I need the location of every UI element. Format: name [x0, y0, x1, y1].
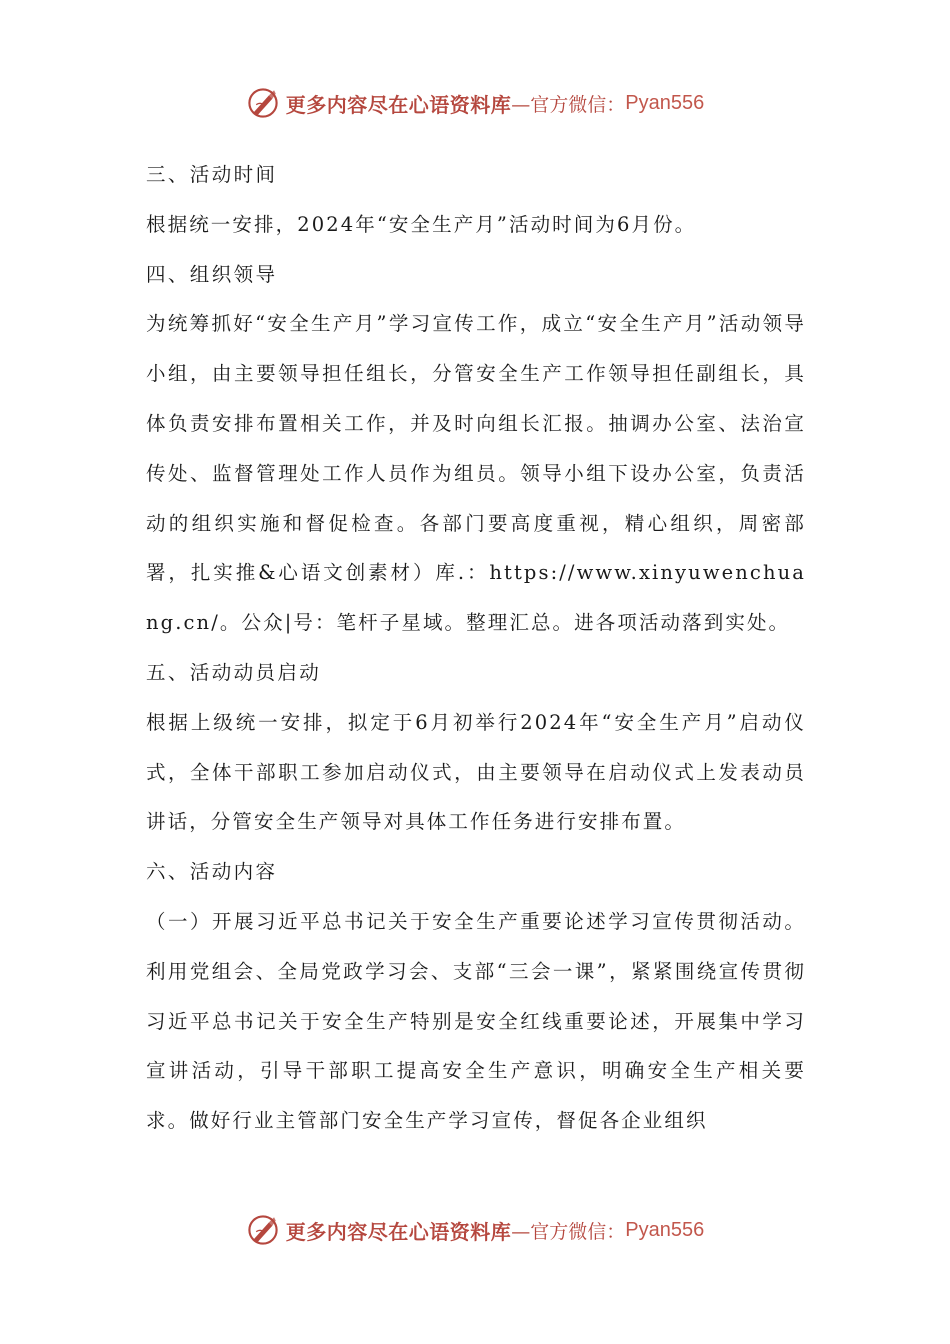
document-body [146, 150, 806, 1146]
section-heading-content: 六、活动内容 [146, 860, 278, 884]
paragraph-leadership: 为统筹抓好“安全生产月”学习宣传工作，成立“安全生产月”活动领导小组，由主要领导担任组长，分管安全生产工作领导担任副组长，具体负责安排布置相关工作，并及时向组长汇报。抽调办公室、法治宣传处、监督管理处工作人员作为组员。领导小组下设办公室，负责活动的组织实施和督促检查。各部门要高度重视，精心组织，周密部署，扎实推&心语文创素材）库.：https://www.xinyuwenchuang.cn/。公众|号：笔杆子星域。整理汇总。进各项活动落到实处。 [146, 312, 806, 635]
watermark-header [0, 83, 950, 123]
section-heading-leadership: 四、组织领导 [146, 262, 278, 286]
pen-logo-icon [246, 86, 280, 120]
watermark-brand: 更多内容尽在心语资料库 [285, 1219, 512, 1244]
watermark-contact-label: —官方微信： [511, 1220, 626, 1243]
paragraph-time: 根据统一安排，2024年“安全生产月”活动时间为6月份。 [146, 212, 697, 236]
section-heading-mobilization: 五、活动动员启动 [146, 660, 322, 684]
watermark-wechat-id: Pyan556 [625, 91, 705, 114]
watermark-brand: 更多内容尽在心语资料库 [285, 92, 512, 117]
paragraph-mobilization: 根据上级统一安排，拟定于6月初举行2024年“安全生产月”启动仪式，全体干部职工参加启动仪式，由主要领导在启动仪式上发表动员讲话，分管安全生产领导对具体工作任务进行安排布置。 [146, 710, 806, 834]
watermark-contact-label: —官方微信： [511, 93, 626, 116]
watermark-footer [0, 1210, 950, 1250]
paragraph-content: （一）开展习近平总书记关于安全生产重要论述学习宣传贯彻活动。利用党组会、全局党政学习会、支部“三会一课”，紧紧围绕宣传贯彻习近平总书记关于安全生产特别是安全红线重要论述，开展集中学习宣讲活动，引导干部职工提高安全生产意识，明确安全生产相关要求。做好行业主管部门安全生产学习宣传，督促各企业组织 [146, 909, 806, 1133]
section-heading-time: 三、活动时间 [146, 163, 278, 186]
watermark-wechat-id: Pyan556 [625, 1218, 705, 1241]
pen-logo-icon [246, 1213, 280, 1247]
